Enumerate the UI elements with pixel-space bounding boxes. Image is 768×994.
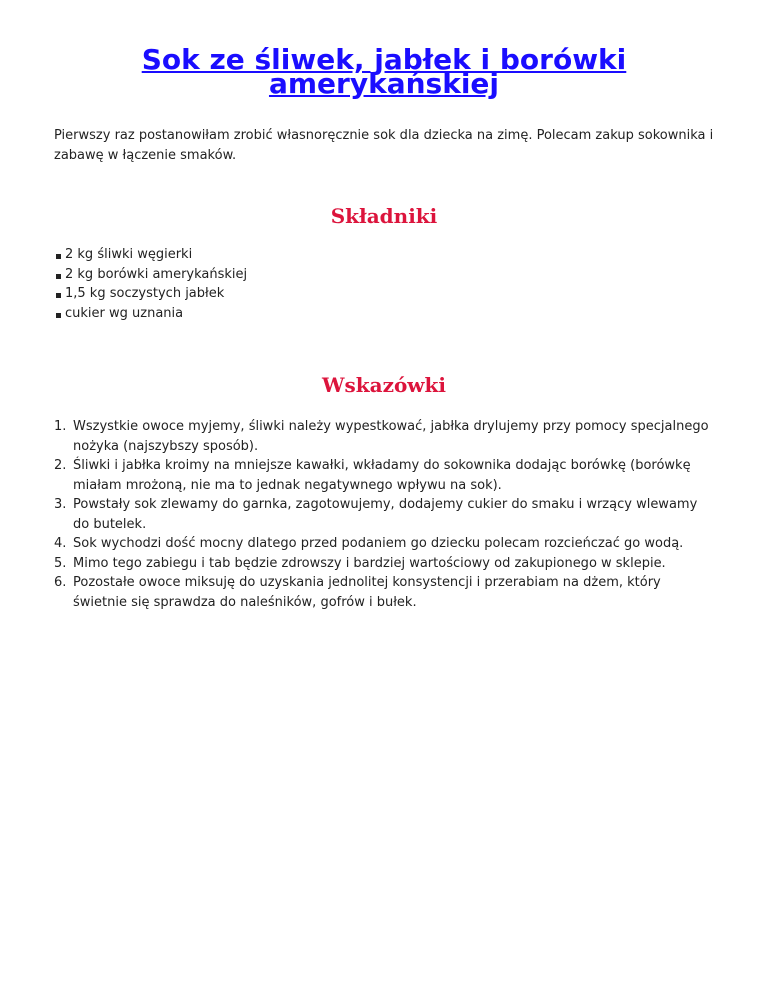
- step-text: Mimo tego zabiegu i tab będzie zdrowszy i bardziej wartościowy od zakupionego w sklepie.: [73, 555, 666, 571]
- ingredient-text: cukier wg uznania: [65, 305, 184, 321]
- step-text: Powstały sok zlewamy do garnka, zagotowujemy, dodajemy cukier do smaku i wrzący wlewamy do butelek.: [73, 497, 698, 532]
- step-number: 6.: [54, 575, 67, 590]
- direction-step: [54, 417, 714, 456]
- direction-step: [54, 573, 714, 612]
- step-number: 3.: [54, 497, 67, 512]
- ingredient-text: 2 kg borówki amerykańskiej: [65, 266, 248, 282]
- directions-heading: Wskazówki: [322, 373, 446, 397]
- step-number: 4.: [54, 536, 67, 551]
- step-number: 1.: [54, 419, 67, 434]
- ingredients-list: [54, 245, 714, 323]
- square-bullet-icon: [56, 274, 61, 279]
- ingredients-heading: Składniki: [330, 204, 438, 228]
- ingredient-item: [54, 265, 714, 285]
- direction-step: [54, 554, 714, 574]
- directions-list: [54, 417, 714, 612]
- step-number: 2.: [54, 458, 67, 473]
- step-text: Sok wychodzi dość mocny dlatego przed podaniem go dziecku polecam rozcieńczać go wodą.: [73, 536, 684, 551]
- step-text: Wszystkie owoce myjemy, śliwki należy wypestkować, jabłka drylujemy przy pomocy specjalnego nożyka (najszybszy sposób).: [73, 419, 709, 454]
- ingredient-item: [54, 284, 714, 304]
- step-number: 5.: [54, 555, 67, 571]
- recipe-title: [54, 0, 714, 100]
- direction-step: [54, 456, 714, 495]
- recipe-intro: Pierwszy raz postanowiłam zrobić własnoręcznie sok dla dziecka na zimę. Polecam zakup sokownika i zabawę w łączenie smaków.: [54, 128, 714, 163]
- square-bullet-icon: [56, 254, 61, 259]
- recipe-title-link[interactable]: Sok ze śliwek, jabłek i borówki amerykańskiej: [141, 43, 627, 100]
- direction-step: [54, 495, 714, 534]
- ingredient-item: [54, 304, 714, 324]
- ingredient-item: [54, 245, 714, 265]
- ingredient-text: 2 kg śliwki węgierki: [65, 247, 193, 262]
- square-bullet-icon: [56, 313, 61, 318]
- direction-step: [54, 534, 714, 554]
- square-bullet-icon: [56, 293, 61, 298]
- ingredient-text: 1,5 kg soczystych jabłek: [65, 286, 225, 301]
- step-text: Śliwki i jabłka kroimy na mniejsze kawałki, wkładamy do sokownika dodając borówkę (borówkę miałam mrożoną, nie ma to jednak negatywnego wpływu na sok).: [73, 458, 691, 493]
- step-text: Pozostałe owoce miksuję do uzyskania jednolitej konsystencji i przerabiam na dżem, który świetnie się sprawdza do naleśników, gofrów i bułek.: [73, 575, 661, 610]
